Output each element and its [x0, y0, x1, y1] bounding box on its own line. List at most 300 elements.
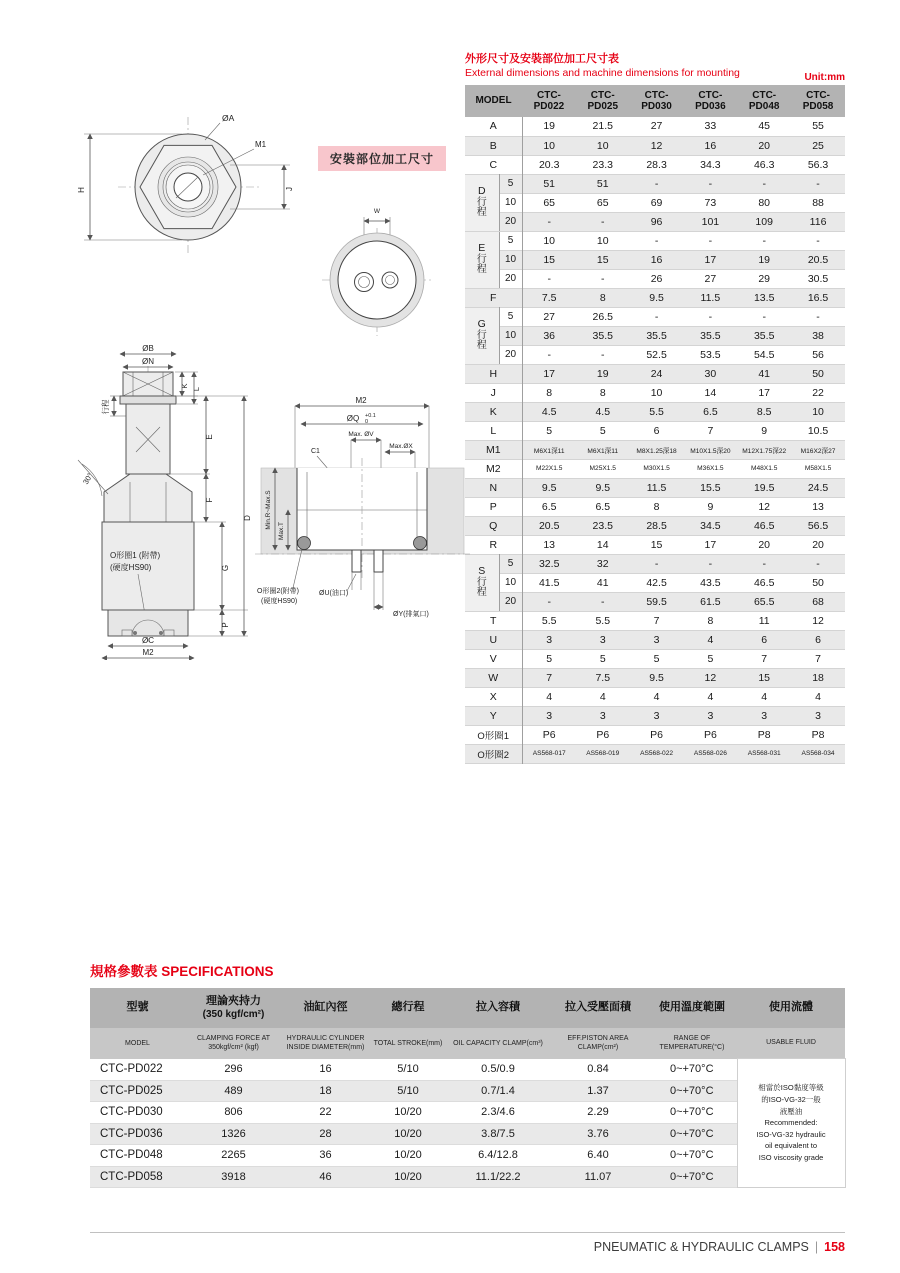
spec-model-cell: CTC-PD030 — [100, 1106, 163, 1119]
dim-cell: 10 — [791, 402, 845, 421]
dim-row — [465, 117, 845, 136]
spec-value-cell: 0.84 — [587, 1063, 609, 1075]
dim-cell: 16 — [683, 136, 737, 155]
dim-cell: 30 — [683, 364, 737, 383]
dim-label-p: P — [221, 622, 230, 628]
spec-value-cell: 0~+70°C — [669, 1063, 714, 1075]
dim-row — [465, 383, 845, 402]
dim-cell: 45 — [758, 120, 771, 133]
dim-cell: 17 — [758, 386, 771, 399]
dim-row — [465, 459, 845, 478]
dim-cell: 41 — [596, 576, 609, 589]
piston-rod — [126, 404, 170, 474]
dim-cell: 4.5 — [576, 402, 630, 421]
dim-cell: 17 — [704, 538, 717, 551]
spec-row — [90, 1102, 845, 1124]
dim-cell: 4 — [546, 690, 553, 703]
dim-row — [465, 611, 845, 630]
spec-value-cell: 2265 — [221, 1149, 246, 1162]
dim-cell: 3 — [522, 630, 576, 649]
dim-cell: - — [654, 234, 659, 247]
dim-cell: 35.5 — [576, 326, 630, 345]
dim-row-label: J — [465, 383, 522, 402]
side-view-drawing — [76, 342, 256, 660]
mounting-dimensions-tag: 安裝部位加工尺寸 — [318, 146, 446, 171]
dim-cell: 59.5 — [630, 592, 684, 611]
dim-cell: 65 — [543, 196, 556, 209]
dim-cell: 24.5 — [791, 478, 845, 497]
spec-value-cell: 6.4/12.8 — [478, 1149, 518, 1162]
dim-cell: 4 — [815, 690, 821, 703]
dim-cell: 56.3 — [807, 158, 829, 171]
spec-value-cell: 6.40 — [587, 1149, 609, 1162]
dim-cell: 15 — [522, 250, 576, 269]
dim-stroke-label: 10 — [499, 573, 522, 592]
dim-label-l: L — [192, 386, 201, 392]
dim-stroke-label: 20 — [499, 269, 522, 288]
dim-row — [465, 497, 845, 516]
dim-cell: 8 — [653, 500, 660, 513]
dim-label-h: H — [77, 187, 86, 193]
dim-row-label: N — [465, 478, 522, 497]
dim-row — [465, 440, 845, 459]
footer-title: PNEUMATIC & HYDRAULIC CLAMPS — [593, 1240, 809, 1254]
dim-cell: - — [816, 234, 820, 247]
dim-cell: 17 — [522, 364, 576, 383]
dim-row-label: Y — [465, 706, 522, 725]
dim-row — [465, 364, 845, 383]
dim-cell: - — [816, 310, 820, 323]
dim-cell: 4 — [599, 690, 606, 703]
dim-row-label: F — [465, 288, 522, 307]
dim-label-max-ox: Max.ØX — [389, 443, 413, 450]
dim-row-label: A — [465, 117, 522, 136]
dim-cell: 11.5 — [630, 478, 684, 497]
dim-label-e: E — [205, 434, 214, 440]
dim-cell: P6 — [596, 728, 610, 741]
dim-cell: 20.3 — [538, 158, 560, 171]
dim-cell: 10 — [543, 234, 556, 247]
dim-row — [465, 478, 845, 497]
dim-cell: 16.5 — [791, 288, 845, 307]
dim-cell: 55 — [812, 120, 824, 133]
dim-cell: 3 — [522, 706, 576, 725]
dim-cell: 3 — [576, 706, 630, 725]
dim-table-title-zh: 外形尺寸及安裝部位加工尺寸表 — [465, 53, 619, 65]
dim-row — [465, 193, 845, 212]
spec-model-cell: CTC-PD022 — [100, 1063, 163, 1075]
spec-row — [90, 1166, 845, 1188]
dim-cell: 65.5 — [737, 592, 791, 611]
dim-col-ctc-pd022: CTC- PD022 — [522, 85, 576, 117]
spec-value-cell: 28 — [282, 1123, 369, 1145]
dim-cell: - — [683, 174, 737, 193]
dim-label-w: W — [373, 208, 381, 215]
spec-value-cell: 46 — [282, 1166, 369, 1188]
dim-cell: - — [762, 234, 766, 247]
dim-cell: 41.5 — [538, 576, 560, 589]
dim-cell: 34.5 — [683, 516, 737, 535]
oring1-cross-section — [133, 631, 137, 635]
dim-cell: 96 — [630, 212, 684, 231]
dim-cell: 35.5 — [737, 326, 791, 345]
dim-cell: 32 — [576, 554, 630, 573]
dim-cell: 35.5 — [630, 326, 684, 345]
dim-group-label: D 行 程 — [465, 174, 499, 231]
dim-cell: 20 — [812, 538, 824, 551]
dim-label-d: D — [243, 515, 252, 521]
dim-stroke-label: 5 — [499, 231, 522, 250]
dim-cell: 6 — [791, 630, 845, 649]
spec-value-cell: 3.76 — [549, 1123, 647, 1145]
spec-value-cell: 10/20 — [369, 1123, 447, 1145]
spec-value-cell: 2.29 — [587, 1106, 609, 1119]
dim-stroke-label: 20 — [499, 592, 522, 611]
dim-cell: 10 — [650, 386, 663, 399]
dim-cell: 51 — [522, 174, 576, 193]
spec-model-cell: CTC-PD058 — [90, 1166, 185, 1188]
dim-cell: 15 — [737, 668, 791, 687]
dim-label-j: J — [285, 187, 294, 191]
dim-stroke-label: 10 — [499, 326, 522, 345]
dim-cell: 5 — [546, 652, 553, 665]
dim-cell: 101 — [683, 212, 737, 231]
dim-cell: 6.5 — [595, 500, 611, 513]
dim-cell: M36X1.5 — [697, 465, 724, 472]
dim-cell: - — [522, 212, 576, 231]
dim-label-oq-sub: 0 — [365, 419, 369, 425]
spec-value-cell: 296 — [224, 1063, 243, 1075]
spec-value-cell: 0~+70°C — [669, 1149, 714, 1162]
dim-cell: AS568-031 — [737, 744, 791, 763]
dim-col-ctc-pd036: CTC- PD036 — [683, 85, 737, 117]
spec-value-cell: 0.5/0.9 — [481, 1063, 515, 1075]
dim-label-m2-side: M2 — [142, 648, 154, 657]
dim-cell: 28.5 — [630, 516, 684, 535]
dim-col-model: MODEL — [465, 85, 522, 117]
dim-row-label: C — [465, 155, 522, 174]
dim-cell: 27 — [543, 310, 556, 323]
dim-cell: - — [576, 592, 630, 611]
dim-cell: - — [737, 554, 791, 573]
dim-row — [465, 535, 845, 554]
dim-cell: 5.5 — [595, 614, 611, 627]
dim-stroke-label: 5 — [499, 307, 522, 326]
dim-cell: 21.5 — [592, 120, 613, 133]
spec-value-cell: 11.07 — [549, 1166, 647, 1188]
dim-cell: 33 — [704, 120, 717, 133]
dim-cell: 8 — [576, 288, 630, 307]
dim-cell: 116 — [791, 212, 845, 231]
dim-row — [465, 307, 845, 326]
dim-cell: 61.5 — [683, 592, 737, 611]
dim-cell: 4.5 — [522, 402, 576, 421]
dim-label-oa: ØA — [222, 113, 235, 123]
spec-value-cell: 10/20 — [394, 1106, 422, 1119]
dim-cell: 5 — [546, 424, 553, 437]
dim-cell: 38 — [791, 326, 845, 345]
spec-value-cell: 0~+70°C — [647, 1123, 737, 1145]
spec-value-cell: 22 — [319, 1106, 332, 1119]
dim-cell: 9.5 — [522, 478, 576, 497]
spec-col-zh: 使用流體 — [737, 988, 845, 1028]
dim-cell: 6.5 — [541, 500, 557, 513]
dim-row-label: L — [465, 421, 522, 440]
dim-row — [465, 345, 845, 364]
dim-cell: - — [547, 348, 551, 361]
dim-row-label: W — [465, 668, 522, 687]
dim-cell: 5 — [599, 424, 606, 437]
dim-cell: 12 — [812, 614, 824, 627]
dim-cell: 80 — [758, 196, 771, 209]
dim-cell: M6X1深11 — [576, 440, 630, 459]
dim-col-ctc-pd058: CTC- PD058 — [791, 85, 845, 117]
dim-row-label: Q — [465, 516, 522, 535]
dim-cell: 19 — [737, 250, 791, 269]
dim-cell: 25 — [791, 136, 845, 155]
dim-cell: 5 — [599, 652, 606, 665]
dim-cell: AS568-034 — [791, 744, 845, 763]
dim-cell: 34.3 — [700, 158, 721, 171]
dim-row-label: O形圈1 — [465, 725, 522, 744]
dim-cell: 32.5 — [522, 554, 576, 573]
spec-value-cell: 0~+70°C — [669, 1106, 714, 1119]
dim-cell: 4 — [707, 690, 714, 703]
dim-cell: M48X1.5 — [750, 465, 778, 472]
dim-label-oq-sup: +0.1 — [365, 413, 376, 419]
dim-cell: 22 — [812, 386, 824, 399]
spec-col-zh: 拉入受壓面積 — [549, 988, 647, 1028]
dim-cell: 10.5 — [807, 424, 829, 437]
dim-cell: AS568-019 — [576, 744, 630, 763]
dim-group-label: G 行 程 — [465, 307, 499, 364]
dim-cell: 11 — [758, 614, 770, 627]
spec-model-cell: CTC-PD025 — [90, 1080, 185, 1102]
dim-row-label: O形圈2 — [465, 744, 522, 763]
top-view-drawing — [70, 105, 305, 255]
dim-cell: - — [708, 310, 713, 323]
dim-cell: 18 — [791, 668, 845, 687]
dim-cell: P8 — [811, 728, 825, 741]
dim-cell: 19.5 — [737, 478, 791, 497]
dim-cell: M6X1深11 — [522, 440, 576, 459]
spec-table-title: 規格參數表 SPECIFICATIONS — [90, 964, 274, 979]
dim-cell: - — [791, 174, 845, 193]
dim-cell: AS568-017 — [522, 744, 576, 763]
oring1-label-line2: (硬度HS90) — [110, 563, 152, 572]
spec-col-zh: 型號 — [90, 988, 185, 1028]
washer — [120, 396, 176, 404]
spec-row — [90, 1145, 845, 1167]
dim-row — [465, 402, 845, 421]
dim-cell: - — [630, 174, 684, 193]
dim-cell: 13.5 — [737, 288, 791, 307]
spec-value-cell: 2.3/4.6 — [481, 1106, 515, 1119]
dim-cell: 9.5 — [576, 478, 630, 497]
spec-value-cell: 5/10 — [397, 1063, 419, 1075]
dim-stroke-label: 5 — [499, 174, 522, 193]
dim-row — [465, 174, 845, 193]
dim-cell: P6 — [650, 728, 663, 741]
dim-cell: 68 — [791, 592, 845, 611]
dim-cell: 3 — [683, 706, 737, 725]
dim-cell: 109 — [737, 212, 791, 231]
dim-cell: 6 — [653, 424, 660, 437]
dim-row — [465, 212, 845, 231]
dim-cell: 12 — [758, 500, 771, 513]
dim-cell: 36 — [522, 326, 576, 345]
spec-col-zh: 理論夾持力 (350 kgf/cm²) — [185, 988, 282, 1028]
dim-row-label: P — [465, 497, 522, 516]
hex-section — [104, 474, 192, 522]
spec-row — [90, 1059, 845, 1081]
dim-cell: 14 — [596, 538, 609, 551]
dim-cell: 15 — [650, 538, 663, 551]
spec-table-head — [90, 988, 845, 1059]
dim-cell: 46.5 — [753, 576, 775, 589]
dim-cell: - — [708, 234, 713, 247]
spec-value-cell: 5/10 — [369, 1080, 447, 1102]
spec-col-en: USABLE FLUID — [737, 1028, 845, 1059]
dim-cell: 69 — [650, 196, 663, 209]
dim-cell: 9.5 — [630, 668, 684, 687]
dim-cell: M25X1.5 — [589, 465, 616, 472]
dim-cell: 54.5 — [753, 348, 775, 361]
dim-stroke-label: 10 — [499, 250, 522, 269]
dim-row — [465, 155, 845, 174]
dim-row-label: H — [465, 364, 522, 383]
dim-row — [465, 250, 845, 269]
dim-cell: 73 — [704, 196, 717, 209]
dim-cell: - — [522, 592, 576, 611]
dim-stroke-label: 10 — [499, 193, 522, 212]
spec-value-cell: 3.8/7.5 — [447, 1123, 549, 1145]
dim-cell: 9.5 — [630, 288, 684, 307]
footer-rule — [90, 1232, 845, 1233]
spec-value-cell: 0.7/1.4 — [447, 1080, 549, 1102]
spec-col-en: HYDRAULIC CYLINDER INSIDE DIAMETER(mm) — [282, 1028, 369, 1059]
dim-label-on: ØN — [142, 357, 154, 366]
dim-row — [465, 706, 845, 725]
dim-cell: 50 — [812, 576, 824, 589]
dim-stroke-label: 20 — [499, 212, 522, 231]
spec-col-en: EFF.PISTON AREA CLAMP(cm²) — [549, 1028, 647, 1059]
dim-table-body — [465, 117, 845, 763]
dim-cell: - — [601, 272, 605, 285]
dim-cell: 24 — [630, 364, 684, 383]
spec-value-cell: 1.37 — [549, 1080, 647, 1102]
dim-cell: 20.5 — [791, 250, 845, 269]
dim-row — [465, 231, 845, 250]
dim-label-oq: ØQ — [346, 414, 360, 423]
dim-row — [465, 554, 845, 573]
spec-value-cell: 16 — [319, 1063, 332, 1075]
dim-cell: 7 — [707, 424, 714, 437]
dim-cell: - — [547, 272, 551, 285]
spec-col-en: OIL CAPACITY CLAMP(cm³) — [447, 1028, 549, 1059]
dim-cell: 20 — [758, 538, 771, 551]
spec-head-zh-row — [90, 988, 845, 1028]
dim-cell: 12 — [683, 668, 737, 687]
dim-cell: 6 — [737, 630, 791, 649]
air-port-stem — [374, 550, 383, 572]
dimension-table — [465, 85, 845, 764]
dim-cell: M8X1.25深18 — [630, 440, 684, 459]
dim-row — [465, 326, 845, 345]
dim-cell: 27 — [650, 120, 663, 133]
dim-cell: M22X1.5 — [535, 465, 563, 472]
dim-cell: P6 — [542, 728, 556, 741]
dim-cell: 9 — [707, 500, 714, 513]
dim-cell: M30X1.5 — [643, 465, 670, 472]
dim-cell: P8 — [757, 728, 771, 741]
dim-cell: 51 — [576, 174, 630, 193]
mount-circle-drawing — [302, 188, 452, 338]
dim-label-m1: M1 — [255, 140, 267, 149]
dim-cell: 46.3 — [753, 158, 775, 171]
dim-cell: 16 — [630, 250, 684, 269]
dim-label-ob: ØB — [142, 344, 154, 353]
section-view-drawing — [255, 392, 470, 627]
spec-col-zh: 總行程 — [369, 988, 447, 1028]
dim-cell: - — [737, 174, 791, 193]
spec-col-en: CLAMPING FORCE AT 350kgf/cm² (kgf) — [185, 1028, 282, 1059]
dim-cell: 9 — [761, 424, 768, 437]
dim-row — [465, 649, 845, 668]
dim-cell: - — [654, 310, 659, 323]
dim-cell: 5 — [653, 652, 660, 665]
dim-label-max-ov: Max. ØV — [348, 431, 374, 438]
dim-cell: 3 — [791, 706, 845, 725]
dim-stroke-label: 5 — [499, 554, 522, 573]
dim-table-unit: Unit:mm — [804, 72, 845, 83]
dim-label-m2-sect: M2 — [355, 396, 367, 405]
spec-col-en: MODEL — [90, 1028, 185, 1059]
dim-cell: 15 — [576, 250, 630, 269]
dim-cell: - — [601, 348, 605, 361]
dim-group-label: E 行 程 — [465, 231, 499, 288]
dim-cell: 10 — [522, 136, 576, 155]
dim-cell: 4 — [761, 690, 768, 703]
spec-value-cell: 3918 — [185, 1166, 282, 1188]
dim-cell: 17 — [683, 250, 737, 269]
dim-row — [465, 592, 845, 611]
dim-col-ctc-pd030: CTC- PD030 — [630, 85, 684, 117]
spec-value-cell: 36 — [319, 1149, 332, 1162]
dim-row — [465, 687, 845, 706]
spec-col-zh: 油缸內徑 — [282, 988, 369, 1028]
dim-cell: AS568-026 — [683, 744, 737, 763]
dim-cell: 19 — [576, 364, 630, 383]
spec-row — [90, 1123, 845, 1145]
dim-row — [465, 288, 845, 307]
dim-label-max-t: Max.T — [278, 521, 285, 541]
dim-cell: 11.5 — [683, 288, 737, 307]
dim-table-head-row — [465, 85, 845, 117]
dim-cell: 20 — [737, 136, 791, 155]
dim-cell: 3 — [630, 706, 684, 725]
dim-cell: 50 — [791, 364, 845, 383]
oring2-cross-section — [298, 537, 311, 550]
dim-cell: 10 — [576, 136, 630, 155]
dim-cell: 12 — [630, 136, 684, 155]
dim-row-label: U — [465, 630, 522, 649]
dim-cell: - — [576, 212, 630, 231]
dim-row — [465, 744, 845, 763]
dim-cell: 23.5 — [576, 516, 630, 535]
dim-cell: M58X1.5 — [804, 465, 832, 472]
dim-cell: 46.5 — [737, 516, 791, 535]
